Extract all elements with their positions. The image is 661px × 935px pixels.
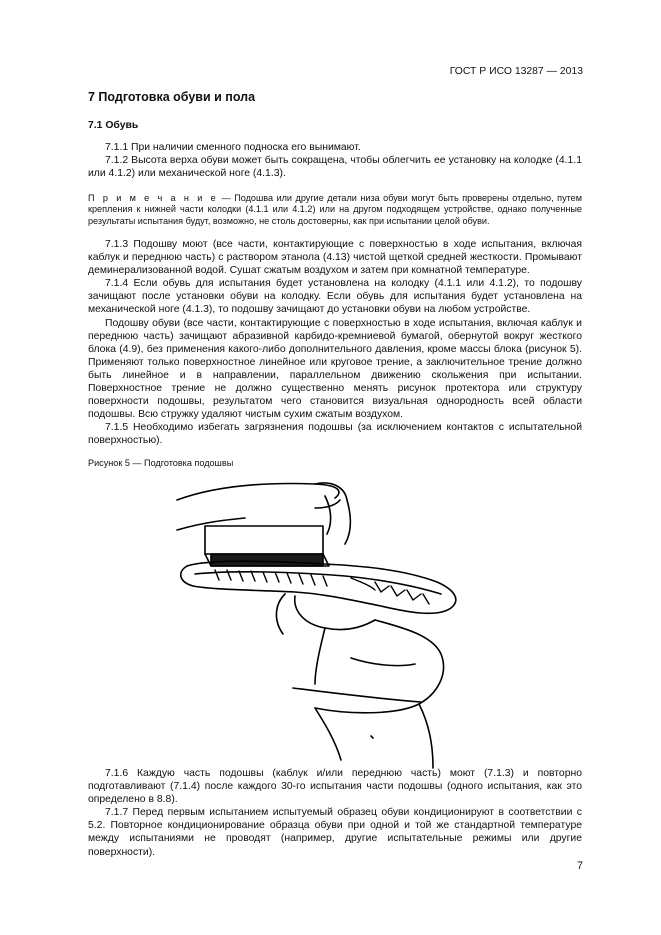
- note-text: — Подошва или другие детали низа обуви могут быть проверены отдельно, путем крепления к нижней части колодки (4.1.1 или 4.1.2) или на другом подходящем устройстве, однако полученные результаты испытания будут, возможно, не столь достоверны, как при испытании целой обуви.: [88, 193, 582, 226]
- paragraph-7-1-5: 7.1.5 Необходимо избегать загрязнения подошвы (за исключением контактов с испытательной поверхностью).: [88, 422, 582, 447]
- page-number: 7: [576, 860, 583, 872]
- lower-arm-outline: [315, 708, 341, 760]
- paragraph-7-1-1: 7.1.1 При наличии сменного подноска его вынимают.: [105, 142, 361, 153]
- upper-arm-outline: [177, 484, 339, 500]
- paragraph-7-1-7: 7.1.7 Перед первым испытанием испытуемый образец обуви кондиционируют в соответствии с 5.2. Повторное кондиционирование образца обуви при одной и той же стандартной температуре между испытаниями не проводят (например, другие испытательные режимы или другие поверхности).: [88, 807, 582, 858]
- note-block: [88, 193, 582, 227]
- paragraph-7-1-4-cont: Подошву обуви (все части, контактирующие с поверхностью в ходе испытания, включая каблук и переднюю часть) зачищают абразивной карбидо-кремниевой бумагой, обернутой вокруг жесткого блока (4.9), без применения какого-либо дополнительного давления, кроме массы блока (рисунок 5). Применяют только поверхностное линейное или круговое трение, а заключительное трение должно быть линейное и в направлении, параллельном движению скольжения при испытании. Поверхностное трение не должно существенно менять рисунок протектора или структуру поверхности подошвы, результатом чего становится визуальная однородность всей области подошвы. Всю стружку удаляют чистым сухим сжатым воздухом.: [88, 317, 582, 421]
- paragraph-7-1-2: 7.1.2 Высота верха обуви может быть сокращена, чтобы облегчить ее установку на колодке (4.1.1 или 4.1.2) или механической ноге (4.1.3).: [88, 155, 582, 180]
- paragraph-group-a: [88, 141, 582, 180]
- figure-caption: Рисунок 5 — Подготовка подошвы: [88, 458, 234, 468]
- note-label: П р и м е ч а н и е: [88, 193, 219, 203]
- paragraph-7-1-4: 7.1.4 Если обувь для испытания будет установлена на колодку (4.1.1 или 4.1.2), то подошву зачищают после установки обуви на колодку. Если обувь для испытания будет установлена на механической ноге (4.1.3), то подошву зачищают до установки обуви на любом устройстве.: [88, 278, 582, 316]
- sole-preparation-figure: [175, 478, 465, 778]
- paragraph-group-c: [88, 767, 582, 859]
- paragraph-7-1-6: 7.1.6 Каждую часть подошвы (каблук и/или переднюю часть) моют (7.1.3) и повторно подготавливают (7.1.4) после каждого 30-го испытания части подошвы (одного испытания, как это определено в 8.8).: [88, 768, 582, 806]
- abrasive-paper: [211, 554, 323, 566]
- document-header: ГОСТ Р ИСО 13287 — 2013: [449, 66, 583, 77]
- section-title: 7 Подготовка обуви и пола: [88, 90, 256, 104]
- subsection-title: 7.1 Обувь: [88, 120, 139, 131]
- paragraph-group-b: [88, 238, 582, 448]
- abrasive-block: [205, 526, 323, 554]
- paragraph-7-1-3: 7.1.3 Подошву моют (все части, контактирующие с поверхностью в ходе испытания, включая каблук и переднюю часть) с раствором этанола (4.13) чистой щеткой средней жесткости. Промывают деминерализованной водой. Сушат сжатым воздухом и затем при комнатной температуре.: [88, 239, 582, 277]
- lower-hand-outline: [295, 596, 375, 630]
